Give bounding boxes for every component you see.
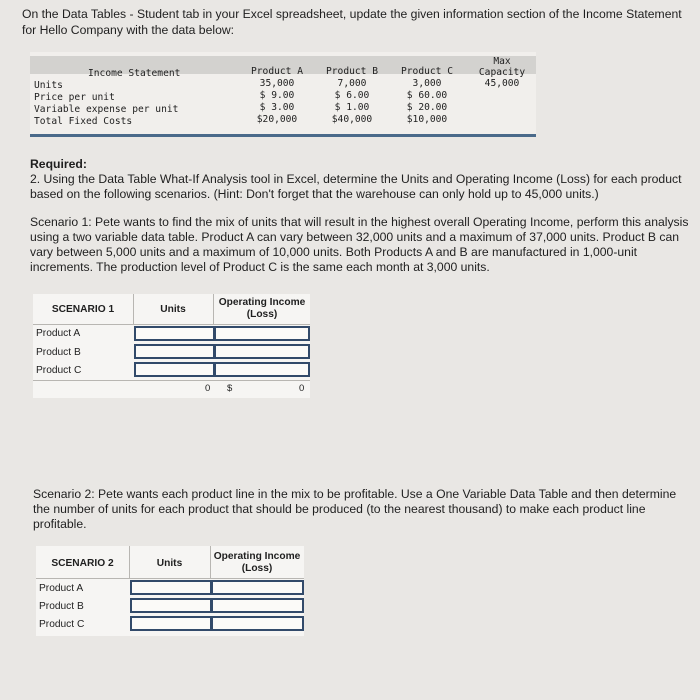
product-c-column [396,66,458,126]
cell-value: $20,000 [256,114,298,125]
units-input-product-c[interactable] [130,616,212,631]
row-label-product-b: Product B [39,601,84,612]
oi-input-product-c[interactable] [211,616,304,631]
column-header: Product B [326,66,378,77]
units-input-product-c[interactable] [134,362,215,377]
max-capacity-column [476,56,528,89]
cell-value: $ 1.00 [334,102,370,113]
cell-value: 35,000 [259,78,295,89]
row-label-product-c: Product C [36,365,82,376]
oi-input-product-b[interactable] [214,344,310,359]
cell-value: $ 60.00 [406,90,448,101]
grid-divider [33,380,310,381]
product-a-column [248,66,306,126]
column-header: Product A [251,66,303,77]
total-dollar-sign: $ [227,383,233,394]
cell-value: $40,000 [331,114,373,125]
cell-value: $ 20.00 [406,102,448,113]
cell-value: $ 3.00 [259,102,295,113]
cell-value: $ 6.00 [334,90,370,101]
income-statement-title: Income Statement [88,68,181,79]
cell-value: 3,000 [412,78,442,89]
grid-divider [213,294,214,324]
units-input-product-a[interactable] [134,326,215,341]
max-capacity-value: 45,000 [484,78,520,89]
units-input-product-b[interactable] [130,598,212,613]
income-statement-box [30,52,536,137]
scenario-1-table [33,294,310,398]
units-input-product-a[interactable] [130,580,212,595]
cell-value: $10,000 [406,114,448,125]
grid-divider [33,324,310,325]
row-label-product-c: Product C [39,619,85,630]
row-label-product-a: Product A [39,583,84,594]
intro-text: On the Data Tables - Student tab in your Excel spreadsheet, update the given information section of the Income Statement for Hello Company with the data below: [22,7,682,37]
required-section [30,157,690,202]
scenario-2-title: SCENARIO 2 [51,558,114,569]
column-header: Product C [401,66,453,77]
oi-input-product-a[interactable] [211,580,304,595]
total-operating-income: 0 [299,383,305,394]
operating-income-header: Operating Income (Loss) [213,551,301,574]
row-label-price: Price per unit [34,92,115,103]
oi-input-product-c[interactable] [214,362,310,377]
grid-divider [210,546,211,578]
oi-input-product-b[interactable] [211,598,304,613]
scenario-2-table [36,546,304,636]
operating-income-header: Operating Income (Loss) [218,297,306,320]
row-label-product-a: Product A [36,328,81,339]
units-input-product-b[interactable] [134,344,215,359]
units-header: Units [156,558,183,569]
cell-value: 7,000 [337,78,367,89]
required-heading: Required: [30,157,87,171]
grid-divider [36,578,304,579]
oi-input-product-a[interactable] [214,326,310,341]
units-header: Units [160,304,186,315]
max-capacity-header-2: Capacity [478,67,526,78]
row-label-units: Units [34,80,63,91]
required-text: 2. Using the Data Table What-If Analysis tool in Excel, determine the Units and Operating Income (Loss) for each product based on the following scenarios. (Hint: Don't forget that the warehouse can only hold up to 45,000 units.) [30,172,682,201]
scenario-2-text: Scenario 2: Pete wants each product line in the mix to be profitable. Use a One Variable Data Table and then determine the number of units for each product that should be produced (to the nearest thousand) to make each product line profitable. [33,487,677,531]
total-units: 0 [205,383,211,394]
scenario-1-title: SCENARIO 1 [51,304,115,315]
row-label-product-b: Product B [36,347,81,358]
cell-value: $ 9.00 [259,90,295,101]
row-label-fixed-costs: Total Fixed Costs [34,116,133,127]
product-b-column [323,66,381,126]
max-capacity-header-1: Max [493,56,511,67]
row-label-variable-expense: Variable expense per unit [34,104,179,115]
scenario-1-text: Scenario 1: Pete wants to find the mix of units that will result in the highest overall Operating Income, perform this analysis using a two variable data table. Product A can vary between 32,000 units and a maximum of 37,000 units. Product B can vary between 5,000 units and a maximum of 10,000 units. Both Products A and B are manufactured in 1,000-unit increments. The production level of Product C is the same each month at 3,000 units. [30,215,689,274]
income-statement-row-labels [34,80,178,128]
